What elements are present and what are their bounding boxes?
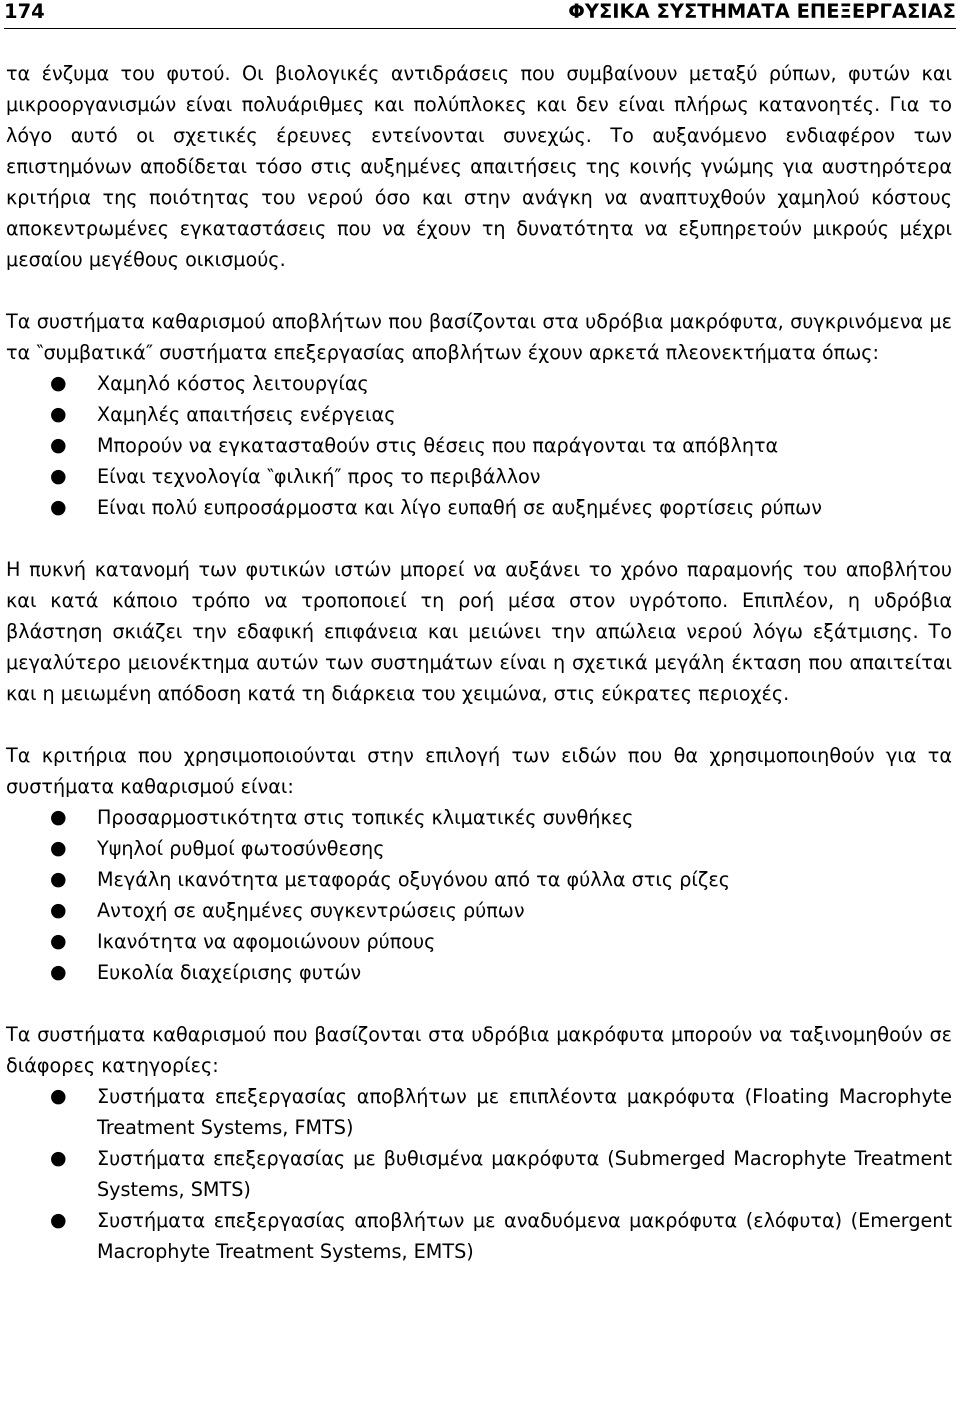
paragraph-gap	[6, 988, 952, 1019]
list-item-text: Ικανότητα να αφομοιώνουν ρύπους	[97, 930, 436, 953]
list-item-text: Ευκολία διαχείρισης φυτών	[97, 961, 362, 984]
bullet-icon: ●	[50, 465, 67, 487]
paragraph-gap	[6, 275, 952, 306]
bullet-icon: ●	[50, 403, 67, 425]
page-body	[6, 58, 952, 1267]
list-item-text: Αντοχή σε αυξημένες συγκεντρώσεις ρύπων	[97, 899, 525, 922]
list-item	[6, 1143, 952, 1205]
bullet-icon: ●	[50, 930, 67, 952]
bullet-icon: ●	[50, 372, 67, 394]
bullet-icon: ●	[50, 496, 67, 518]
paragraph-gap	[6, 709, 952, 740]
list-item	[6, 864, 952, 895]
list-item	[6, 1205, 952, 1267]
list-item-text: Χαμηλές απαιτήσεις ενέργειας	[97, 403, 396, 426]
list-item-text: Είναι τεχνολογία ‶φιλική″ προς το περιβάλλον	[97, 465, 541, 488]
bullet-icon: ●	[50, 434, 67, 456]
list-item-text: Προσαρμοστικότητα στις τοπικές κλιματικές συνθήκες	[97, 806, 634, 829]
paragraph-disadvantages: Η πυκνή κατανομή των φυτικών ιστών μπορεί να αυξάνει το χρόνο παραμονής του αποβλήτου και κατά κάποιο τρόπο να τροποποιεί τη ροή μέσα στον υγρότοπο. Επιπλέον, η υδρόβια βλάστηση σκιάζει την εδαφική επιφάνεια και μειώνει την απώλεια νερού λόγω εξάτμισης. Το μεγαλύτερο μειονέκτημα αυτών των συστημάτων είναι η σχετικά μεγάλη έκταση που απαιτείται και η μειωμένη απόδοση κατά τη διάρκεια του χειμώνα, στις εύκρατες περιοχές.	[6, 558, 952, 705]
list-item-text: Συστήματα επεξεργασίας αποβλήτων με αναδυόμενα μακρόφυτα (ελόφυτα) (Emergent Macrophyte Treatment Systems, EMTS)	[97, 1209, 952, 1263]
list-item-text: Μεγάλη ικανότητα μεταφοράς οξυγόνου από τα φύλλα στις ρίζες	[97, 868, 730, 891]
list-item	[6, 833, 952, 864]
paragraph-categories-intro: Τα συστήματα καθαρισμού που βασίζονται στα υδρόβια μακρόφυτα μπορούν να ταξινομηθούν σε διάφορες κατηγορίες:	[6, 1023, 952, 1077]
paragraph-advantages-intro: Τα συστήματα καθαρισμού αποβλήτων που βασίζονται στα υδρόβια μακρόφυτα, συγκρινόμενα με τα ‶συμβατικά″ συστήματα επεξεργασίας αποβλήτων έχουν αρκετά πλεονεκτήματα όπως:	[6, 310, 952, 364]
bullet-icon: ●	[50, 899, 67, 921]
bullet-icon: ●	[50, 868, 67, 890]
list-item-text: Είναι πολύ ευπροσάρμοστα και λίγο ευπαθή σε αυξημένες φορτίσεις ρύπων	[97, 496, 822, 519]
list-item	[6, 430, 952, 461]
list-item	[6, 368, 952, 399]
list-item	[6, 461, 952, 492]
paragraph-gap	[6, 523, 952, 554]
list-item	[6, 926, 952, 957]
bullet-icon: ●	[50, 837, 67, 859]
page-header	[4, 0, 956, 29]
list-item	[6, 895, 952, 926]
list-item-text: Μπορούν να εγκατασταθούν στις θέσεις που παράγονται τα απόβλητα	[97, 434, 779, 457]
list-item	[6, 492, 952, 523]
paragraph-intro: τα ένζυμα του φυτού. Οι βιολογικές αντιδράσεις που συμβαίνουν μεταξύ ρύπων, φυτών και μικροοργανισμών είναι πολυάριθμες και πολύπλοκες και δεν είναι πλήρως κατανοητές. Για το λόγο αυτό οι σχετικές έρευνες εντείνονται συνεχώς. Το αυξανόμενο ενδιαφέρον των επιστημόνων αποδίδεται τόσο στις αυξημένες απαιτήσεις της κοινής γνώμης για αυστηρότερα κριτήρια της ποιότητας του νερού όσο και στην ανάγκη να αναπτυχθούν χαμηλού κόστους αποκεντρωμένες εγκαταστάσεις που να έχουν τη δυνατότητα να εξυπηρετούν μικρούς μέχρι μεσαίου μεγέθους οικισμούς.	[6, 62, 952, 271]
criteria-list	[6, 802, 952, 988]
running-title: ΦΥΣΙΚΑ ΣΥΣΤΗΜΑΤΑ ΕΠΕΞΕΡΓΑΣΙΑΣ	[568, 0, 956, 23]
list-item	[6, 802, 952, 833]
list-item-text: Συστήματα επεξεργασίας αποβλήτων με επιπλέοντα μακρόφυτα (Floating Macrophyte Treatment Systems, FMTS)	[97, 1085, 952, 1139]
paragraph-criteria-intro: Τα κριτήρια που χρησιμοποιούνται στην επιλογή των ειδών που θα χρησιμοποιηθούν για τα συστήματα καθαρισμού είναι:	[6, 744, 952, 798]
bullet-icon: ●	[50, 806, 67, 828]
list-item-text: Χαμηλό κόστος λειτουργίας	[97, 372, 369, 395]
page-number: 174	[4, 0, 45, 23]
list-item-text: Υψηλοί ρυθμοί φωτοσύνθεσης	[97, 837, 385, 860]
list-item	[6, 1081, 952, 1143]
bullet-icon: ●	[50, 1085, 67, 1107]
list-item	[6, 399, 952, 430]
bullet-icon: ●	[50, 1147, 67, 1169]
categories-list	[6, 1081, 952, 1267]
list-item-text: Συστήματα επεξεργασίας με βυθισμένα μακρόφυτα (Submerged Macrophyte Treatment Systems, SMTS)	[97, 1147, 952, 1201]
bullet-icon: ●	[50, 961, 67, 983]
list-item	[6, 957, 952, 988]
bullet-icon: ●	[50, 1209, 67, 1231]
advantages-list	[6, 368, 952, 523]
